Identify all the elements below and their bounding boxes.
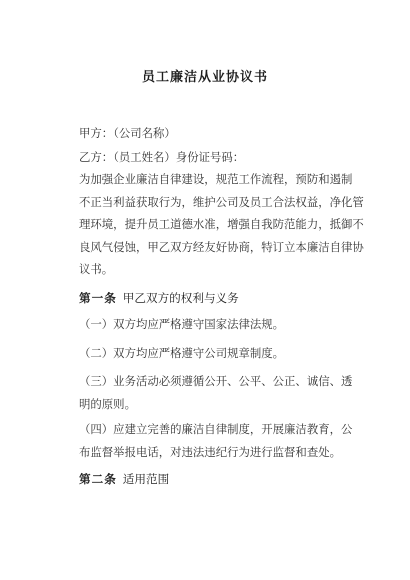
article-1-title: 甲乙双方的权利与义务 bbox=[122, 291, 239, 305]
article-2-heading bbox=[79, 471, 169, 487]
document-title: 员工廉洁从业协议书 bbox=[141, 70, 268, 85]
article-1-number: 第一条 bbox=[79, 291, 117, 305]
article-1-heading bbox=[79, 290, 239, 306]
article-1-clause-1 bbox=[79, 313, 284, 336]
article-2-number: 第二条 bbox=[79, 472, 117, 486]
preamble-paragraph bbox=[79, 168, 364, 281]
article-1-clause-4 bbox=[79, 418, 352, 463]
preamble-line: 良风气侵蚀，甲乙双方经友好协商，特订立本廉洁自律协 bbox=[79, 239, 364, 254]
article-2-title: 适用范围 bbox=[122, 472, 170, 486]
clause-line: 布监督举报电话，对违法违纪行为进行监督和查处。 bbox=[79, 444, 341, 459]
clause-line: （一）双方均应严格遵守国家法律法规。 bbox=[79, 317, 285, 331]
article-1-clause-2 bbox=[79, 342, 284, 365]
clause-line: （二）双方均应严格遵守公司规章制度。 bbox=[79, 346, 285, 360]
article-1-clause-3 bbox=[79, 370, 352, 415]
preamble-line: 理环境，提升员工道德水准，增强自我防范能力，抵御不 bbox=[79, 217, 364, 231]
clause-line: （四）应建立完善的廉洁自律制度，开展廉洁教育，公 bbox=[79, 422, 353, 436]
party-b-line: 乙方：（员工姓名）身份证号码： bbox=[79, 150, 245, 164]
clause-line: （三）业务活动必须遵循公开、公平、公正、诚信、透 bbox=[79, 374, 353, 388]
preamble-line: 为加强企业廉洁自律建设，规范工作流程，预防和遏制 bbox=[79, 172, 353, 186]
preamble-line: 不正当利益获取行为，维护公司及员工合法权益，净化管 bbox=[79, 194, 364, 209]
party-a-line: 甲方：（公司名称） bbox=[79, 126, 176, 140]
clause-line: 明的原则。 bbox=[79, 396, 136, 411]
preamble-line: 议书。 bbox=[79, 262, 114, 276]
